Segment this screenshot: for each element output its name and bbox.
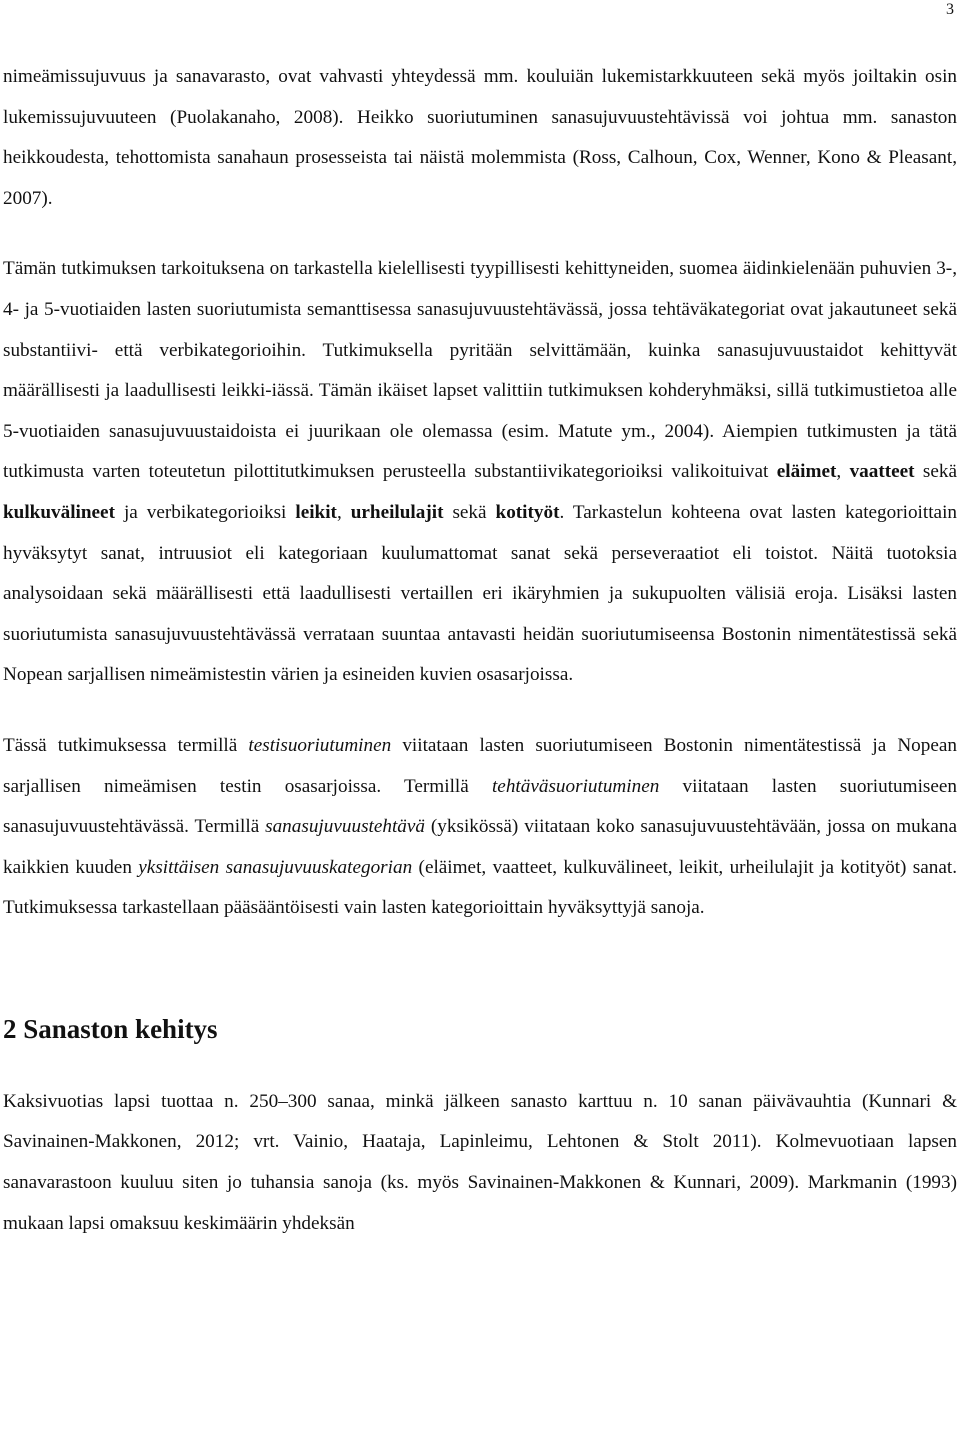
italic-term-testisuoriutuminen: testisuoriutuminen: [248, 734, 392, 756]
text-run: Tässä tutkimuksessa termillä: [3, 734, 249, 756]
bold-term-vaatteet: vaatteet: [849, 461, 915, 483]
bold-term-leikit: leikit: [295, 501, 337, 523]
italic-term-yksittainen-kategoria: yksittäisen sanasujuvuuskategorian: [138, 856, 413, 878]
text-run: Tämän tutkimuksen tarkoituksena on tarkastella kielellisesti tyypillisesti kehittyneiden, suomea äidinkielenään puhuvien 3-, 4- ja 5-vuotiaiden lasten suoriutumista semanttisessa sanasujuvuustehtävässä, jossa tehtäväkategoriat ovat jakautuneet sekä substantiivi- että verbikategorioihin. Tutkimuksella pyritään selvittämään, kuinka sanasujuvuustaidot kehittyvät määrällisesti ja laadullisesti leikki-iässä. Tämän ikäiset lapset valittiin tutkimuksen kohderyhmäksi, sillä tutkimustietoa alle 5-vuotiaiden sanasujuvuustaidoista ei juurikaan ole olemassa (esim. Matute ym., 2004). Aiempien tutkimusten ja tätä tutkimusta varten toteutetun pilottitutkimuksen perusteella substantiivikategorioiksi valikoituivat: [3, 258, 957, 483]
paragraph-1: nimeämissujuvuus ja sanavarasto, ovat vahvasti yhteydessä mm. kouluiän lukemistarkkuuteen sekä myös joiltakin osin lukemissujuvuuteen (Puolakanaho, 2008). Heikko suoriutuminen sanasujuvuustehtävissä voi johtua mm. sanaston heikkoudesta, tehottomista sanahaun prosesseista tai näistä molemmista (Ross, Calhoun, Cox, Wenner, Kono & Pleasant, 2007).: [3, 66, 957, 209]
bold-term-elaimet: eläimet: [776, 461, 837, 483]
text-run: sekä: [443, 501, 496, 523]
text-run: ja verbikategorioiksi: [114, 501, 296, 523]
text-run: . Tarkastelun kohteena ovat lasten kategorioittain hyväksytyt sanat, intruusiot eli kategoriaan kuulumattomat sanat sekä perseveraatiot eli toistot. Näitä tuotoksia analysoidaan sekä määrällisesti että laadullisesti vertaillen eri ikäryhmien ja sukupuolten välisiä eroja. Lisäksi lasten suoriutumista sanasujuvuustehtävässä verrataan suuntaa antavasti heidän suoriutumiseensa Bostonin nimentätestissä sekä Nopean sarjallisen nimeämistestin värien ja esineiden kuvien osasarjoissa.: [3, 501, 957, 686]
page-content: [3, 57, 957, 1244]
text-run: sekä: [914, 461, 958, 483]
text-run: (eläimet, vaatteet, kulkuvälineet, leikit, urheilulajit ja kotityöt) sanat. Tutkimuksessa tarkastellaan pääsääntöisesti vain lasten kategorioittain hyväksyttyjä sanoja.: [3, 856, 957, 919]
paragraph-4: Kaksivuotias lapsi tuottaa n. 250–300 sanaa, minkä jälkeen sanasto karttuu n. 10 sanan päivävauhtia (Kunnari & Savinainen-Makkonen, 2012; vrt. Vainio, Haataja, Lapinleimu, Lehtonen & Stolt 2011). Kolmevuotiaan lapsen sanavarastoon kuuluu siten jo tuhansia sanoja (ks. myös Savinainen-Makkonen & Kunnari, 2009). Markmanin (1993) mukaan lapsi omaksuu keskimäärin yhdeksän: [3, 1090, 957, 1234]
bold-term-kulkuvalineet: kulkuvälineet: [3, 501, 115, 523]
italic-term-sanasujuvuustehtava: sanasujuvuustehtävä: [265, 816, 426, 838]
paragraph-2: [3, 249, 957, 696]
page-number: 3: [946, 1, 954, 18]
text-run: viitataan lasten suoriutumiseen Bostonin nimentätestissä ja Nopean sarjallisen nimeämisen testin osasarjoissa. Termillä: [3, 734, 957, 797]
bold-term-kotityot: kotityöt: [495, 501, 560, 523]
text-run: ,: [336, 501, 351, 523]
text-run: (yksikössä) viitataan koko sanasujuvuustehtävään, jossa on mukana kaikkien kuuden: [3, 816, 957, 878]
paragraph-3: [3, 726, 957, 929]
text-run: ,: [836, 461, 850, 483]
bold-term-urheilulajit: urheilulajit: [350, 501, 444, 523]
text-run: viitataan lasten suoriutumiseen sanasujuvuustehtävässä. Termillä: [3, 775, 958, 838]
section-heading: 2 Sanaston kehitys: [3, 1013, 218, 1044]
italic-term-tehtavasuoriutuminen: tehtäväsuoriutuminen: [491, 775, 660, 797]
